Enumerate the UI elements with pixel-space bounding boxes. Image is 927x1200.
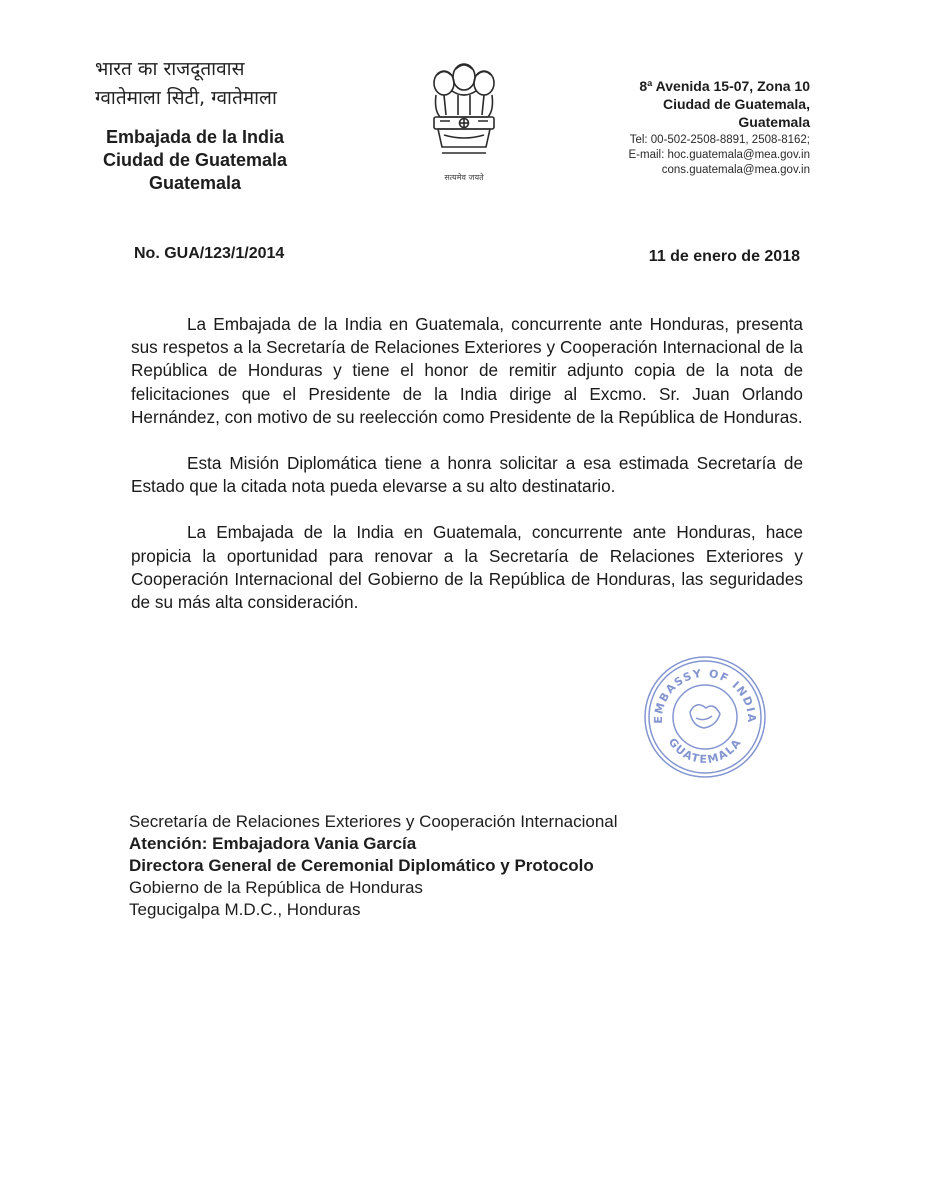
letter-date: 11 de enero de 2018 xyxy=(648,248,800,265)
letterhead-address xyxy=(560,77,810,178)
embassy-stamp xyxy=(640,652,770,782)
emblem-motto: सत्यमेव जयते xyxy=(444,173,484,182)
official-seal-icon xyxy=(640,652,770,782)
stamp-text-bottom: GUATEMALA xyxy=(665,735,745,767)
paragraph-2 xyxy=(131,452,803,498)
paragraph-1-text: La Embajada de la India en Guatemala, concurrente ante Honduras, presenta sus respetos a la Secretaría de Relaciones Exteriores y Cooperación Internacional de la República de Honduras y tiene el honor de remitir adjunto copia de la nota de felicitaciones que el Presidente de la India dirige al Excmo. Sr. Juan Orlando Hernández, con motivo de su reelección como Presidente de la República de Honduras. xyxy=(131,314,803,427)
address-telephone: Tel: 00-502-2508-8891, 2508-8162; xyxy=(629,134,810,146)
letter-body xyxy=(131,313,803,614)
hindi-line-1: भारत का राजदूतावास xyxy=(95,58,245,80)
embassy-line-2: Ciudad de Guatemala xyxy=(102,150,288,170)
address-line-3: Guatemala xyxy=(738,114,810,130)
recipient-block xyxy=(129,811,789,921)
embassy-line-3: Guatemala xyxy=(148,173,242,193)
recipient-line-5: Tegucigalpa M.D.C., Honduras xyxy=(129,900,361,919)
letterhead-embassy-name xyxy=(90,126,300,195)
paragraph-1 xyxy=(131,313,803,429)
recipient-line-1: Secretaría de Relaciones Exteriores y Cooperación Internacional xyxy=(129,812,618,831)
paragraph-3-text: La Embajada de la India en Guatemala, concurrente ante Honduras, hace propicia la oportunidad para renovar a la Secretaría de Relaciones Exteriores y Cooperación Internacional del Gobierno de la República de Honduras, las seguridades de su más alta consideración. xyxy=(131,522,803,613)
hindi-line-2: ग्वातेमाला सिटी, ग्वातेमाला xyxy=(95,87,277,109)
address-email-2: cons.guatemala@mea.gov.in xyxy=(661,164,810,176)
recipient-line-4: Gobierno de la República de Honduras xyxy=(129,878,423,897)
paragraph-3 xyxy=(131,521,803,614)
svg-text:GUATEMALA xyxy=(666,736,745,766)
lion-capital-icon xyxy=(422,55,506,167)
address-line-1: 8ª Avenida 15-07, Zona 10 xyxy=(639,78,810,94)
reference-number: No. GUA/123/1/2014 xyxy=(134,245,285,262)
address-email-1: E-mail: hoc.guatemala@mea.gov.in xyxy=(628,149,810,161)
recipient-attention: Atención: Embajadora Vania García xyxy=(129,834,417,853)
recipient-title: Directora General de Ceremonial Diplomático y Protocolo xyxy=(129,856,594,875)
paragraph-2-text: Esta Misión Diplomática tiene a honra solicitar a esa estimada Secretaría de Estado que la citada nota pueda elevarse a su alto destinatario. xyxy=(131,453,803,497)
address-line-2: Ciudad de Guatemala, xyxy=(662,96,810,112)
letterhead-hindi xyxy=(95,55,315,113)
national-emblem xyxy=(422,55,506,180)
embassy-line-1: Embajada de la India xyxy=(105,127,285,147)
stamp-text-top: EMBASSY OF INDIA xyxy=(651,666,759,724)
